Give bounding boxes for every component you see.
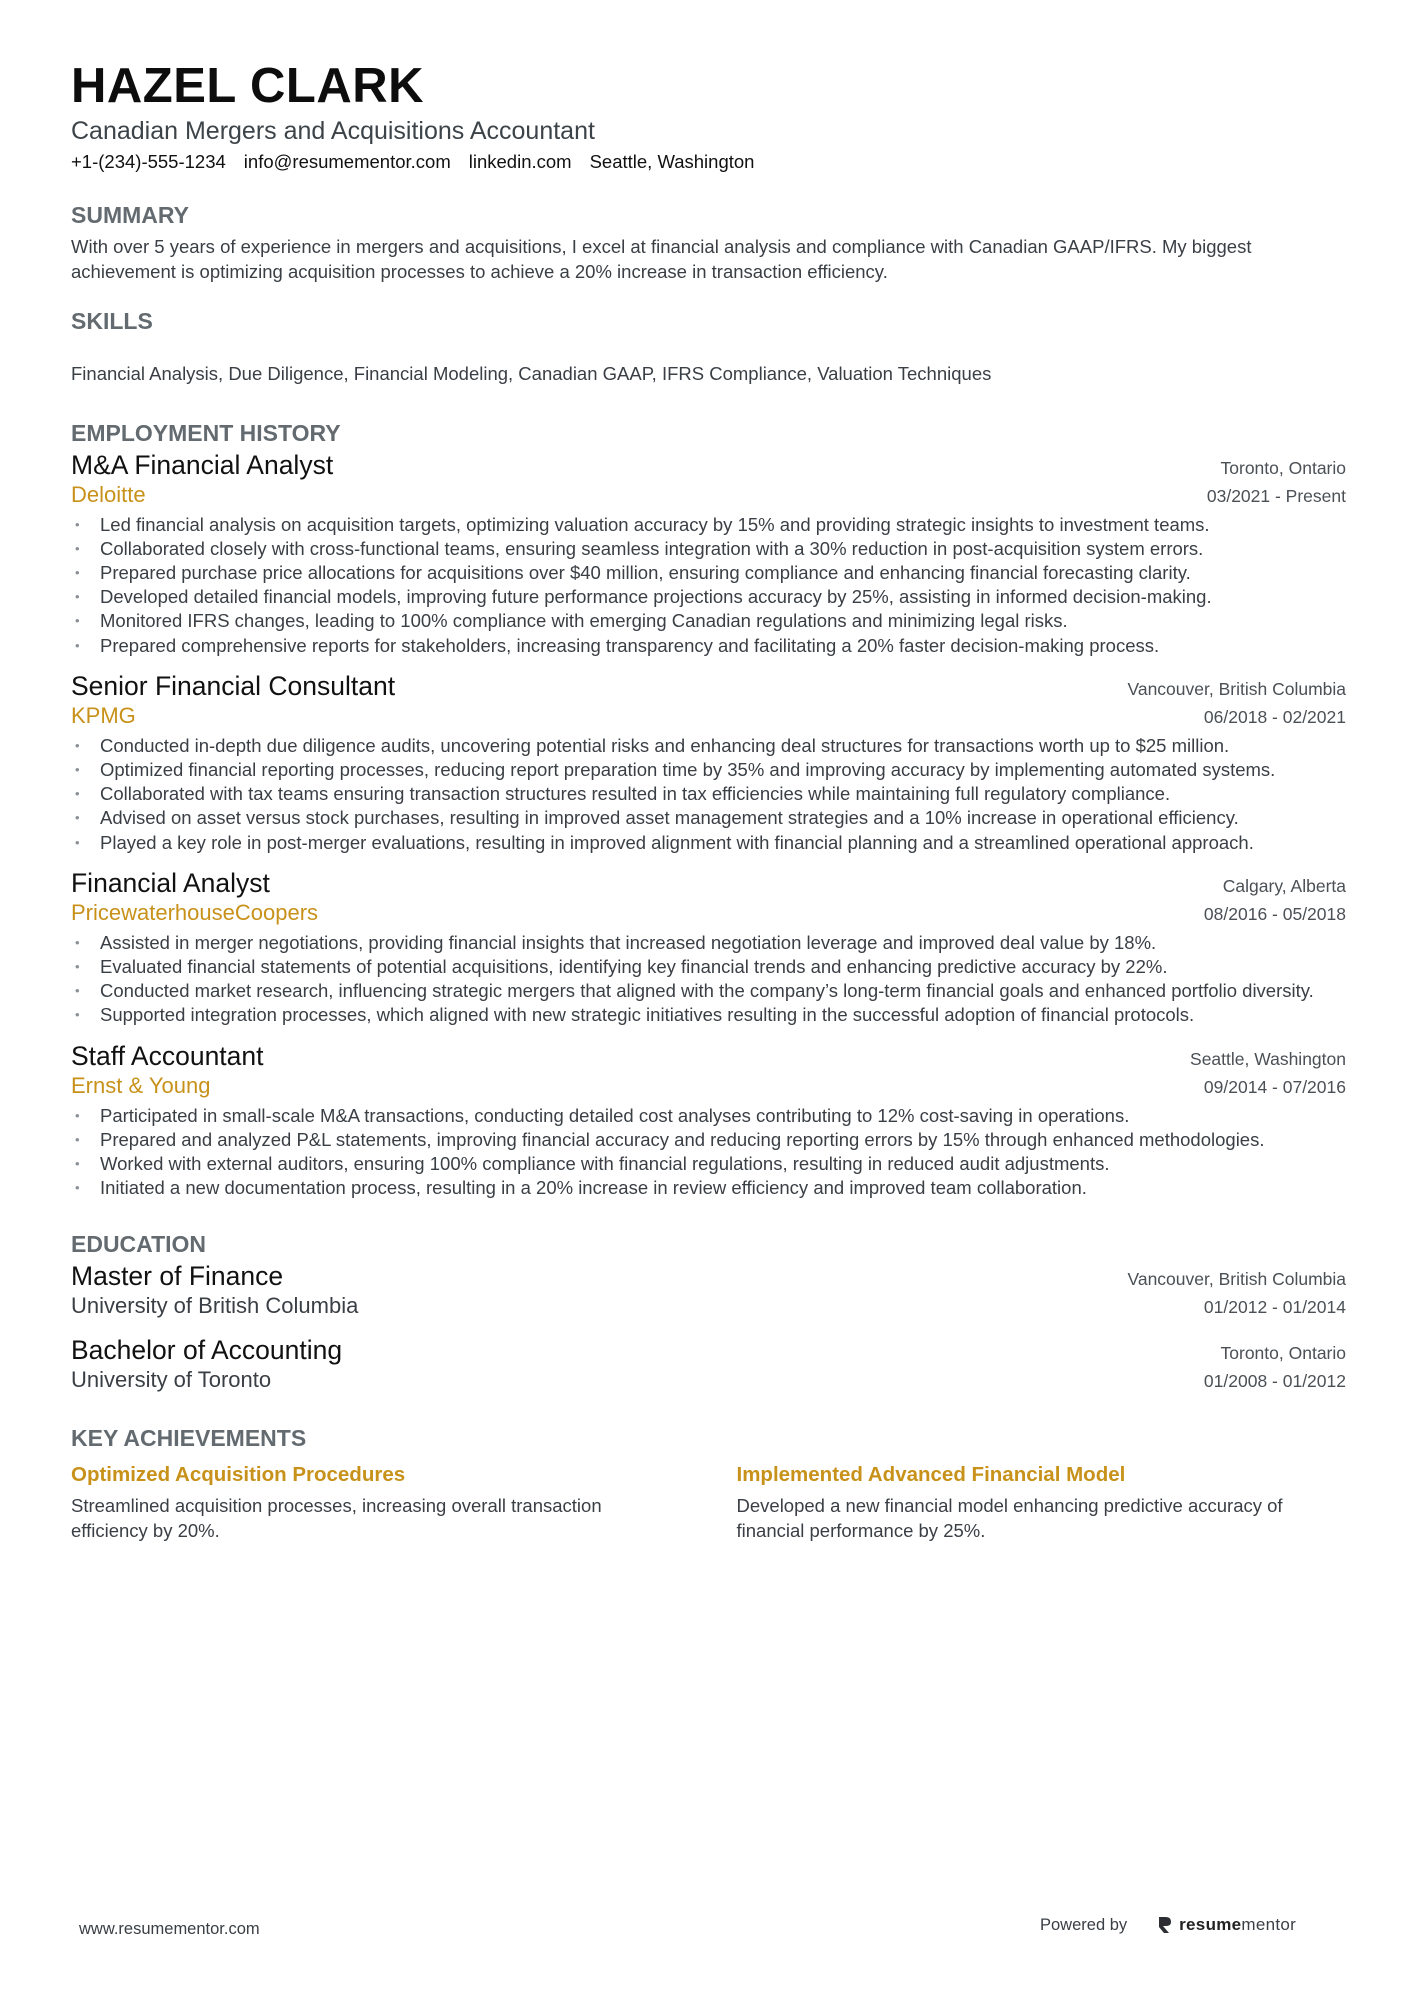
contact-location: Seattle, Washington [589,151,755,172]
job-company: Deloitte [71,481,146,507]
summary-heading: SUMMARY [71,202,189,228]
job-bullets [71,734,1346,855]
education-dates: 01/2012 - 01/2014 [1203,1297,1346,1318]
brand-name-light: mentor [1241,1915,1297,1934]
list-item: • Prepared and analyzed P&L statements, improving financial accuracy and reducing reporting errors by 15% through enhanced methodologies. [71,1128,1346,1152]
list-item: • Led financial analysis on acquisition targets, optimizing valuation accuracy by 15% and providing strategic insights to investment teams. [71,513,1346,537]
summary-text: With over 5 years of experience in mergers and acquisitions, I excel at financial analysis and compliance with Canadian GAAP/IFRS. My biggest achievement is optimizing acquisition processes to achieve a 20% increase in transaction efficiency. [71,236,1252,282]
education-location: Toronto, Ontario [1220,1343,1346,1364]
resume-page [71,58,1346,1543]
achievement-item [737,1462,1347,1543]
job-company: Ernst & Young [71,1072,211,1098]
footer-website[interactable]: www.resumementor.com [79,1920,260,1938]
list-item: • Prepared purchase price allocations for acquisitions over $40 million, ensuring compliance and enhancing financial forecasting clarity. [71,561,1346,585]
employment-heading: EMPLOYMENT HISTORY [71,419,341,446]
brand-logo[interactable] [1157,1915,1296,1935]
list-item: • Conducted in-depth due diligence audits, uncovering potential risks and enhancing deal structures for transactions worth up to $25 million. [71,734,1346,758]
education-location: Vancouver, British Columbia [1127,1269,1346,1290]
skills-section [71,307,1346,387]
job-bullets [71,1104,1346,1201]
achievements-heading: KEY ACHIEVEMENTS [71,1425,307,1452]
job-company: KPMG [71,702,136,728]
job-title: Financial Analyst [71,867,270,898]
job-dates: 08/2016 - 05/2018 [1203,903,1346,924]
job-dates: 09/2014 - 07/2016 [1203,1076,1346,1097]
degree-title: Bachelor of Accounting [71,1335,343,1366]
list-item: • Initiated a new documentation process, resulting in a 20% increase in review efficiency and improved team collaboration. [71,1176,1346,1200]
list-item: • Evaluated financial statements of potential acquisitions, identifying key financial trends and enhancing predictive accuracy by 22%. [71,955,1346,979]
skills-text: Financial Analysis, Due Diligence, Financial Modeling, Canadian GAAP, IFRS Compliance, Valuation Techniques [71,363,992,384]
summary-section [71,201,1346,284]
brand-name-bold: resume [1179,1915,1242,1934]
education-entry [71,1334,1346,1394]
job-location: Toronto, Ontario [1220,457,1346,478]
list-item: • Conducted market research, influencing strategic mergers that aligned with the company’s long-term financial goals and enhanced portfolio diversity. [71,979,1346,1003]
powered-by-label: Powered by [1040,1915,1128,1934]
list-item: • Monitored IFRS changes, leading to 100% compliance with emerging Canadian regulations and minimizing legal risks. [71,609,1346,633]
candidate-name: HAZEL CLARK [71,59,425,113]
job-dates: 06/2018 - 02/2021 [1203,706,1346,727]
job-dates: 03/2021 - Present [1206,485,1346,506]
achievements-grid [71,1462,1346,1543]
job-entry [71,1040,1346,1201]
candidate-title: Canadian Mergers and Acquisitions Accountant [71,117,595,145]
employment-section [71,419,1346,1201]
job-bullets [71,931,1346,1028]
achievement-item [71,1462,681,1543]
list-item: • Prepared comprehensive reports for stakeholders, increasing transparency and facilitating a 20% faster decision-making process. [71,634,1346,658]
job-title: M&A Financial Analyst [71,449,334,480]
contact-email[interactable]: info@resumementor.com [243,151,451,172]
list-item: • Played a key role in post-merger evaluations, resulting in improved alignment with financial planning and a streamlined operational approach. [71,831,1346,855]
education-section [71,1230,1346,1394]
job-entry [71,670,1346,855]
achievements-section [71,1424,1346,1543]
job-title: Staff Accountant [71,1040,264,1071]
education-entry [71,1260,1346,1320]
degree-title: Master of Finance [71,1261,284,1292]
list-item: • Worked with external auditors, ensuring 100% compliance with financial regulations, resulting in reduced audit adjustments. [71,1152,1346,1176]
education-heading: EDUCATION [71,1231,207,1258]
achievement-desc: Developed a new financial model enhancing predictive accuracy of financial performance by 25%. [736,1495,1283,1541]
skills-heading: SKILLS [71,308,153,334]
contact-linkedin[interactable]: linkedin.com [468,151,572,172]
list-item: • Collaborated closely with cross-functional teams, ensuring seamless integration with a 30% reduction in post-acquisition system errors. [71,537,1346,561]
job-entry [71,449,1346,658]
school-name: University of Toronto [71,1367,272,1393]
list-item: • Assisted in merger negotiations, providing financial insights that increased negotiation leverage and improved deal value by 18%. [71,931,1346,955]
job-location: Vancouver, British Columbia [1127,678,1346,699]
job-bullets [71,513,1346,658]
list-item: • Advised on asset versus stock purchases, resulting in improved asset management strategies and a 10% increase in operational efficiency. [71,806,1346,830]
list-item: • Supported integration processes, which aligned with new strategic initiatives resulting in the successful adoption of financial protocols. [71,1003,1346,1027]
list-item: • Developed detailed financial models, improving future performance projections accuracy by 25%, assisting in informed decision-making. [71,585,1346,609]
list-item: • Optimized financial reporting processes, reducing report preparation time by 35% and improving accuracy by implementing automated systems. [71,758,1346,782]
achievement-desc: Streamlined acquisition processes, increasing overall transaction efficiency by 20%. [71,1495,602,1541]
job-company: PricewaterhouseCoopers [71,899,319,925]
achievement-title: Optimized Acquisition Procedures [71,1463,406,1487]
school-name: University of British Columbia [71,1293,359,1319]
job-location: Calgary, Alberta [1222,875,1346,896]
list-item: • Collaborated with tax teams ensuring transaction structures resulted in tax efficiencies while maintaining full regulatory compliance. [71,782,1346,806]
job-entry [71,867,1346,1028]
list-item: • Participated in small-scale M&A transactions, conducting detailed cost analyses contributing to 12% cost-saving in operations. [71,1104,1346,1128]
resumementor-logo-icon [1157,1915,1173,1935]
job-title: Senior Financial Consultant [71,670,396,701]
contact-phone: +1-(234)-555-1234 [71,151,226,172]
education-dates: 01/2008 - 01/2012 [1203,1371,1346,1392]
footer-powered-by [1040,1915,1296,1935]
job-location: Seattle, Washington [1190,1048,1346,1069]
contact-info [71,150,1346,174]
achievement-title: Implemented Advanced Financial Model [736,1463,1126,1487]
